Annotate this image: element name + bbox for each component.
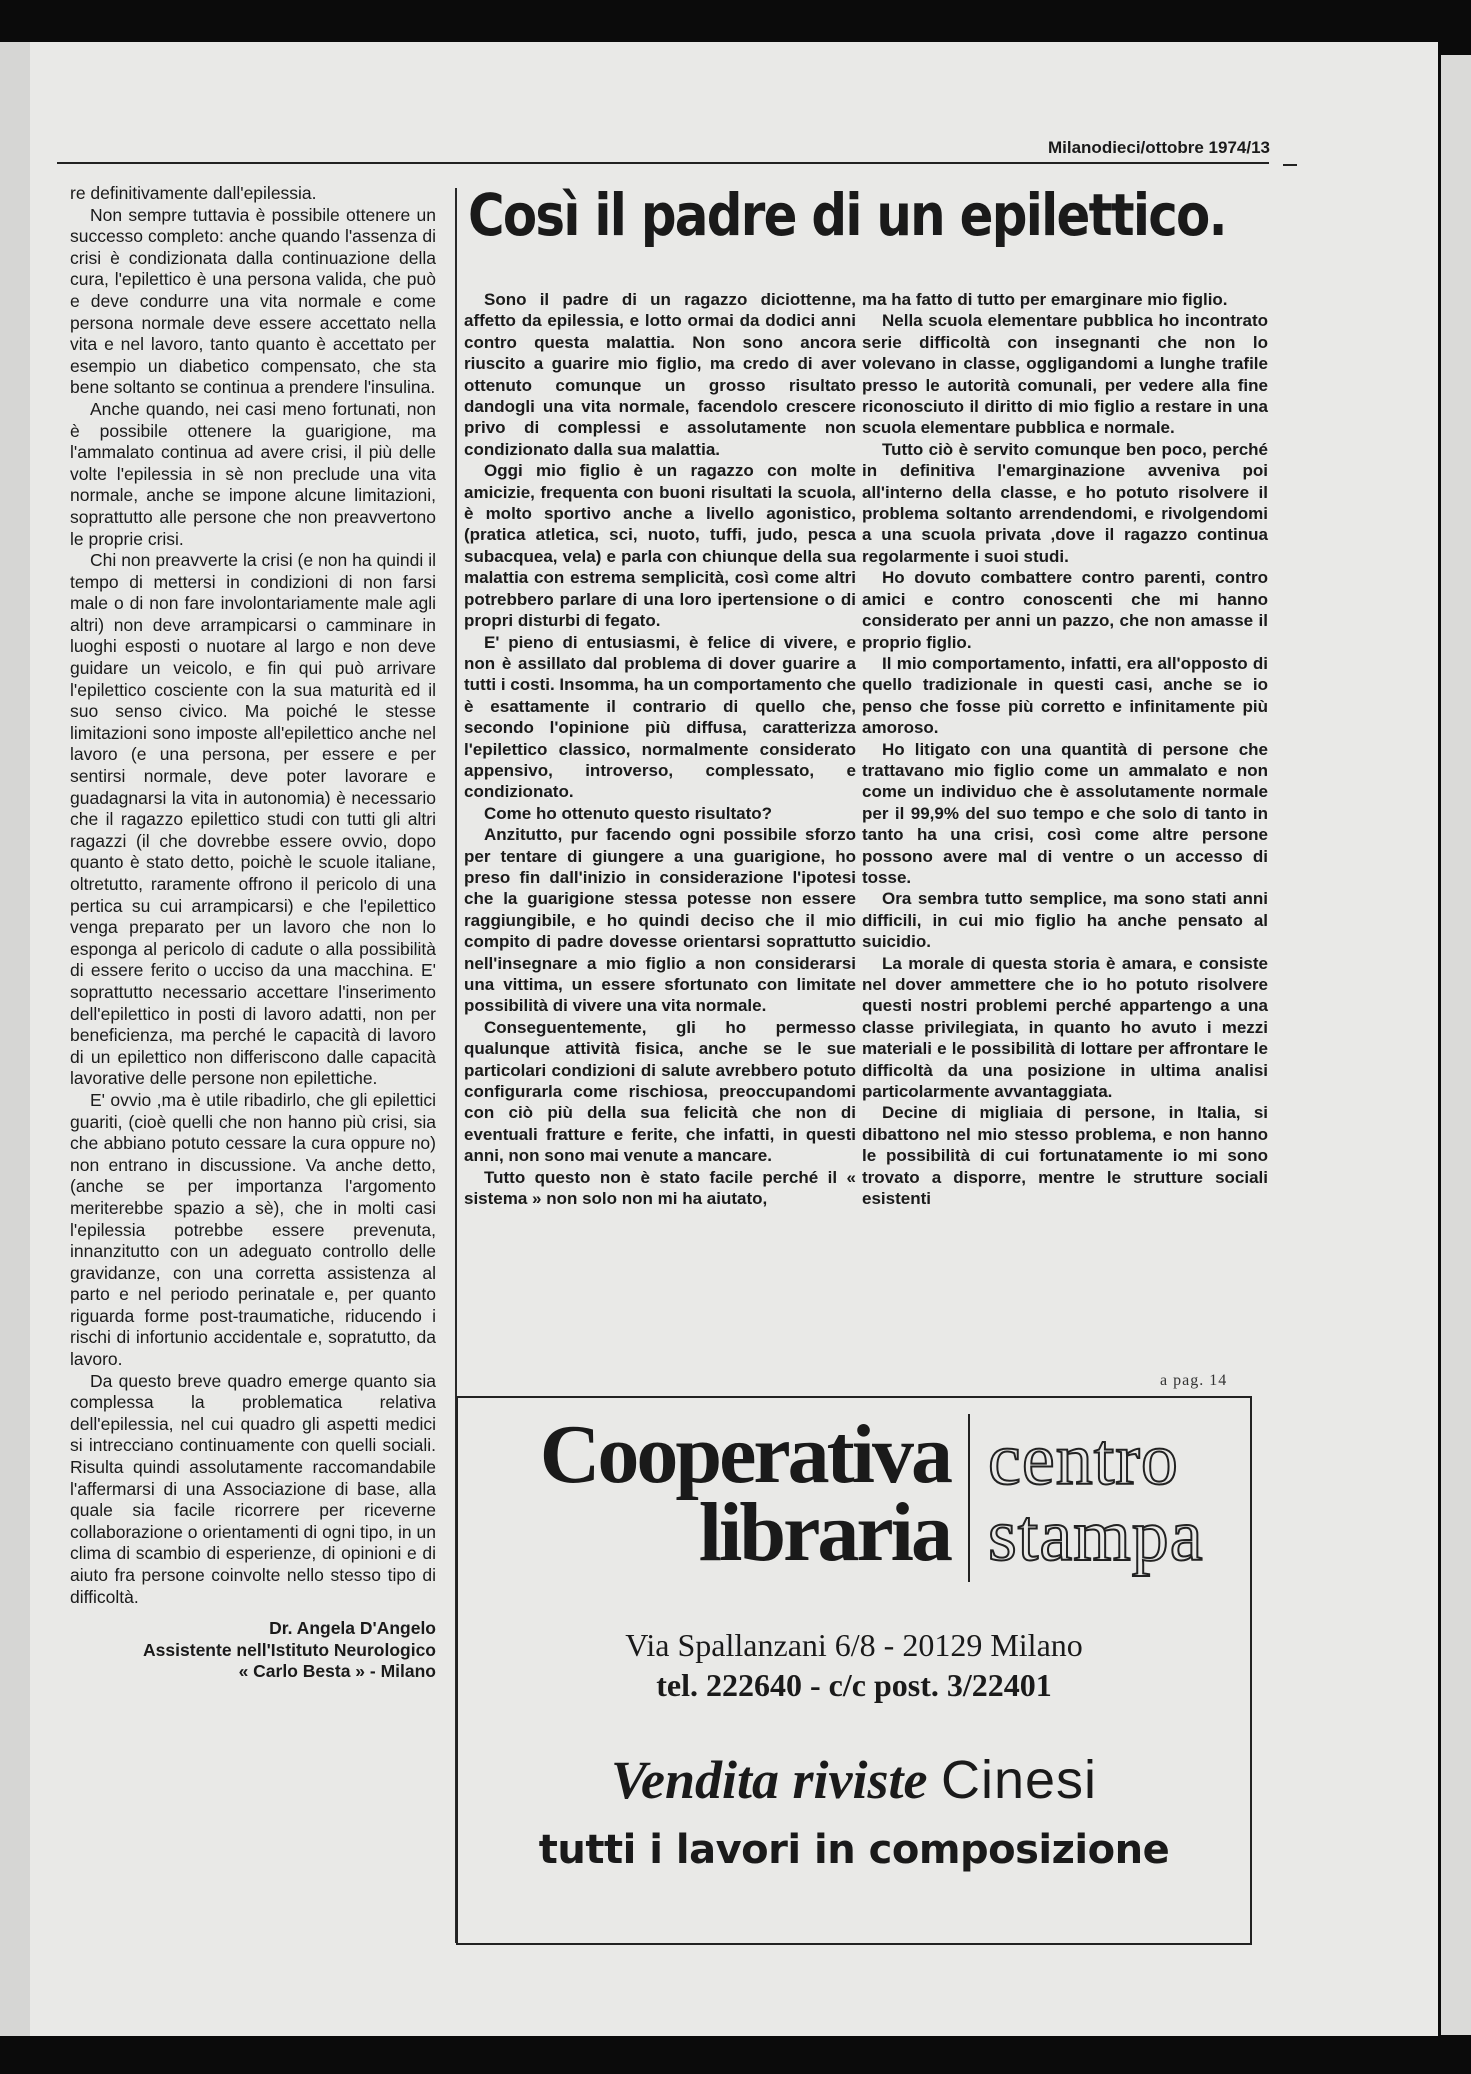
author-role: Assistente nell'Istituto Neurologico	[143, 1639, 436, 1660]
next-page-edge	[1441, 55, 1471, 2035]
col2-paragraph: Conseguentemente, gli ho permesso qualunque attività fisica, anche se le sue particolari condizioni di salute avrebbero potuto configurarla come rischiosa, preoccupandomi con ciò più della sua felicità che non di eventuali fratture e ferite, che infatti, in questi anni, non sono mai venute a mancare.	[464, 1017, 856, 1166]
col1-paragraph: Da questo breve quadro emerge quanto sia complessa la problematica relativa dell'epilessia, nel cui quadro gli aspetti medici si intrecciano continuamente con quelli sociali. Risulta quindi assolutamente raccomandabile l'affermarsi di una Associazione di base, alla quale sia facile ricorrere per riceverne collaborazione o orientamenti di ogni tipo, in un clima di scambio di esperienze, di opinioni e di aiuto fra persone coinvolte nello stesso tipo di difficoltà.	[70, 1370, 436, 1607]
ad-centro-stampa	[988, 1419, 1204, 1577]
ad-contact	[458, 1625, 1250, 1705]
col3-paragraph: ma ha fatto di tutto per emarginare mio figlio.	[862, 290, 1228, 309]
column-middle	[464, 289, 856, 1209]
col2-paragraph: E' pieno di entusiasmi, è felice di vivere, e non è assillato dal problema di dover guarire a tutti i costi. Insomma, ha un comportamento che è esattamente il contrario di quello che, secondo l'opinione più diffusa, caratterizza l'epilettico classico, normalmente considerato appensivo, introverso, complessato, e condizionato.	[464, 632, 856, 802]
page-header: Milanodieci/ottobre 1974/13	[1047, 138, 1270, 157]
col3-paragraph: Decine di migliaia di persone, in Italia, si dibattono nel mio stesso problema, e non hanno le possibilità di cui fortunatamente io mi sono trovato a disporre, mentre le strutture sociali esistenti	[862, 1103, 1268, 1209]
ad-centro-line1: centro	[988, 1419, 1179, 1501]
ad-name-line2: libraria	[698, 1486, 950, 1579]
col2-paragraph: Anzitutto, pur facendo ogni possibile sforzo per tentare di giungere a una guarigione, ho preso fin dall'inizio in considerazione l'ipotesi che la guarigione stessa potesse non essere raggiungibile, e ho quindi deciso che il mio compito di padre dovesse orientarsi soprattutto nell'insegnare a mio figlio a non considerarsi una vittima, un essere sfortunato con limitate possibilità di vivere una vita normale.	[464, 825, 856, 1016]
advertisement-box	[456, 1396, 1252, 1945]
author-name: Dr. Angela D'Angelo	[269, 1618, 436, 1639]
col1-paragraph: Chi non preavverte la crisi (e non ha quindi il tempo di mettersi in condizioni di non farsi male o di non fare involontariamente male agli altri) non deve arrampicarsi o camminare in luoghi esposti o nuotare al largo e non deve guidare un veicolo, e fin qui può arrivare l'epilettico cosciente con la sua maturità ed il suo senso civico. Ma poiché le stesse limitazioni sono imposte all'epilettico anche nel lavoro (e una persona, per essere e per sentirsi normale, deve poter lavorare e guadagnarsi la vita in autonomia) è necessario che il ragazzo epilettico studi con tutti gli altri ragazzi (il che dovrebbe essere ovvio, dopo quanto è stato detto, poichè le scuole italiane, oltretutto, raramente offrono il pericolo di una pertica su cui arrampicarsi) e che l'epilettico venga preparato per un lavoro che non lo esponga al pericolo di cadute o alla possibilità di essere ferito o ucciso da una macchina. E' soprattutto necessario accettare l'inserimento dell'epilettico in posti di lavoro adatti, non per beneficienza, ma perché le capacità di lavoro di un epilettico non differiscono dalle capacità lavorative delle persone non epilettiche.	[70, 550, 436, 1089]
article-title: Così il padre di un epilettico.	[468, 181, 1226, 249]
col2-paragraph: Sono il padre di un ragazzo diciottenne, affetto da epilessia, e lotto ormai da dodici anni contro questa malattia. Non sono ancora riuscito a guarire mio figlio, ma credo di aver ottenuto comunque un grosso risultato dandogli una vita normale, facendolo crescere privo di complessi e assolutamente non condizionato dalla sua malattia.	[464, 290, 856, 459]
column-left	[70, 183, 436, 1683]
col3-paragraph: Ho dovuto combattere contro parenti, contro amici e contro conoscenti che mi hanno considerato per anni un pazzo, che non amasse il proprio figlio.	[862, 568, 1268, 652]
col3-paragraph: Nella scuola elementare pubblica ho incontrato serie difficoltà con insegnanti che non lo volevano in classe, oggligandomi a lunghe trafile presso le autorità comunali, per vedere alla fine riconosciuto il diritto di mio figlio a restare in una scuola elementare pubblica e normale.	[862, 311, 1268, 438]
continued-reference: a pag. 14	[1160, 1372, 1228, 1389]
col1-paragraph: re definitivamente dall'epilessia.	[70, 183, 317, 203]
ad-vendita-riviste: Vendita riviste	[610, 1750, 928, 1810]
column-right	[862, 289, 1268, 1209]
col2-paragraph: Tutto questo non è stato facile perché il « sistema » non solo non mi ha aiutato,	[464, 1167, 856, 1209]
header-rule	[57, 162, 1269, 164]
ad-cinesi: Cinesi	[940, 1750, 1098, 1810]
col1-paragraph: Anche quando, nei casi meno fortunati, non è possibile ottenere la guarigione, ma l'ammalato continua ad avere crisi, il più delle volte l'epilessia in sè non preclude una vita normale, anche se impone alcune limitazioni, soprattutto alle persone che non preavvertono le proprie crisi.	[70, 398, 436, 549]
binder-edge	[0, 42, 31, 2036]
col3-paragraph: Tutto ciò è servito comunque ben poco, perché in definitiva l'emarginazione avveniva poi all'interno della classe, e ho potuto risolvere il problema soltanto arrendendomi, e rivolgendomi a una scuola privata ,dove il ragazzo continua regolarmente i suoi studi.	[862, 439, 1268, 566]
ad-phone: tel. 222640 - c/c post. 3/22401	[656, 1667, 1052, 1703]
ad-vendita	[458, 1750, 1250, 1810]
col1-paragraph: E' ovvio ,ma è utile ribadirlo, che gli epilettici guariti, (cioè quelli che non hanno più crisi, sia che abbiano potuto cessare la cura oppure no) non entrano in discussione. Va anche detto, (anche se per importanza l'argomento meriterebbe spazio a sè), che in molti casi l'epilessia potrebbe essere prevenuta, innanzitutto con un adeguato controllo delle gravidanze, con una corretta assistenza al parto e nel periodo perinatale e, per quanto riguarda forme post-traumatiche, riducendo i rischi di infortunio accidentale e, sopratutto, da lavoro.	[70, 1089, 436, 1370]
col3-paragraph: Il mio comportamento, infatti, era all'opposto di quello tradizionale in questi casi, anche se io penso che fosse più corretto e infinitamente più amoroso.	[862, 653, 1268, 738]
ad-centro-line2: stampa	[988, 1495, 1204, 1577]
ad-company-name	[480, 1408, 950, 1579]
col2-paragraph: Come ho ottenuto questo risultato?	[484, 803, 773, 823]
ad-address: Via Spallanzani 6/8 - 20129 Milano	[625, 1627, 1083, 1663]
col2-paragraph: Oggi mio figlio è un ragazzo con molte amicizie, frequenta con buoni risultati la scuola, è molto sportivo anche a livello agonistico, (pratica atletica, sci, nuoto, tuffi, judo, pesca subacquea, vela) e parla con chiunque della sua malattia con estrema semplicità, così come altri potrebbero parlare di una loro ipertensione o di propri disturbi di fegato.	[464, 461, 856, 631]
ad-lavori: tutti i lavori in composizione	[538, 1827, 1170, 1873]
col3-paragraph: La morale di questa storia è amara, e consiste nel dover ammettere che io ho potuto risolvere questi nostri problemi perché appartengo a una classe privilegiata, in quanto ho avuto i mezzi materiali e le possibilità di lottare per affrontare le difficoltà da una posizione in ultima analisi particolarmente avvantaggiata.	[862, 953, 1268, 1102]
header-dash	[1283, 164, 1297, 166]
author-institute: « Carlo Besta » - Milano	[238, 1661, 436, 1682]
ad-divider	[968, 1414, 970, 1582]
col3-paragraph: Ho litigato con una quantità di persone che trattavano mio figlio come un ammalato e non come un individuo che è assolutamente normale per il 99,9% del suo tempo e che solo di tanto in tanto ha una crisi, così come altre persone possono avere mal di ventre o un accesso di tosse.	[862, 739, 1268, 887]
col1-paragraph: Non sempre tuttavia è possibile ottenere un successo completo: anche quando l'assenza di crisi è condizionata dalla continuazione della cura, l'epilettico è una persona valida, che può e deve condurre una vita normale e come persona normale deve essere accettato nella vita e nel lavoro, tanto quanto è accettato per esempio un diabetico compensato, che sta bene soltanto se continua a prendere l'insulina.	[70, 204, 436, 398]
ad-name-line1: Cooperativa	[539, 1408, 950, 1501]
col3-paragraph: Ora sembra tutto semplice, ma sono stati anni difficili, in cui mio figlio ha anche pensato al suicidio.	[862, 889, 1268, 952]
